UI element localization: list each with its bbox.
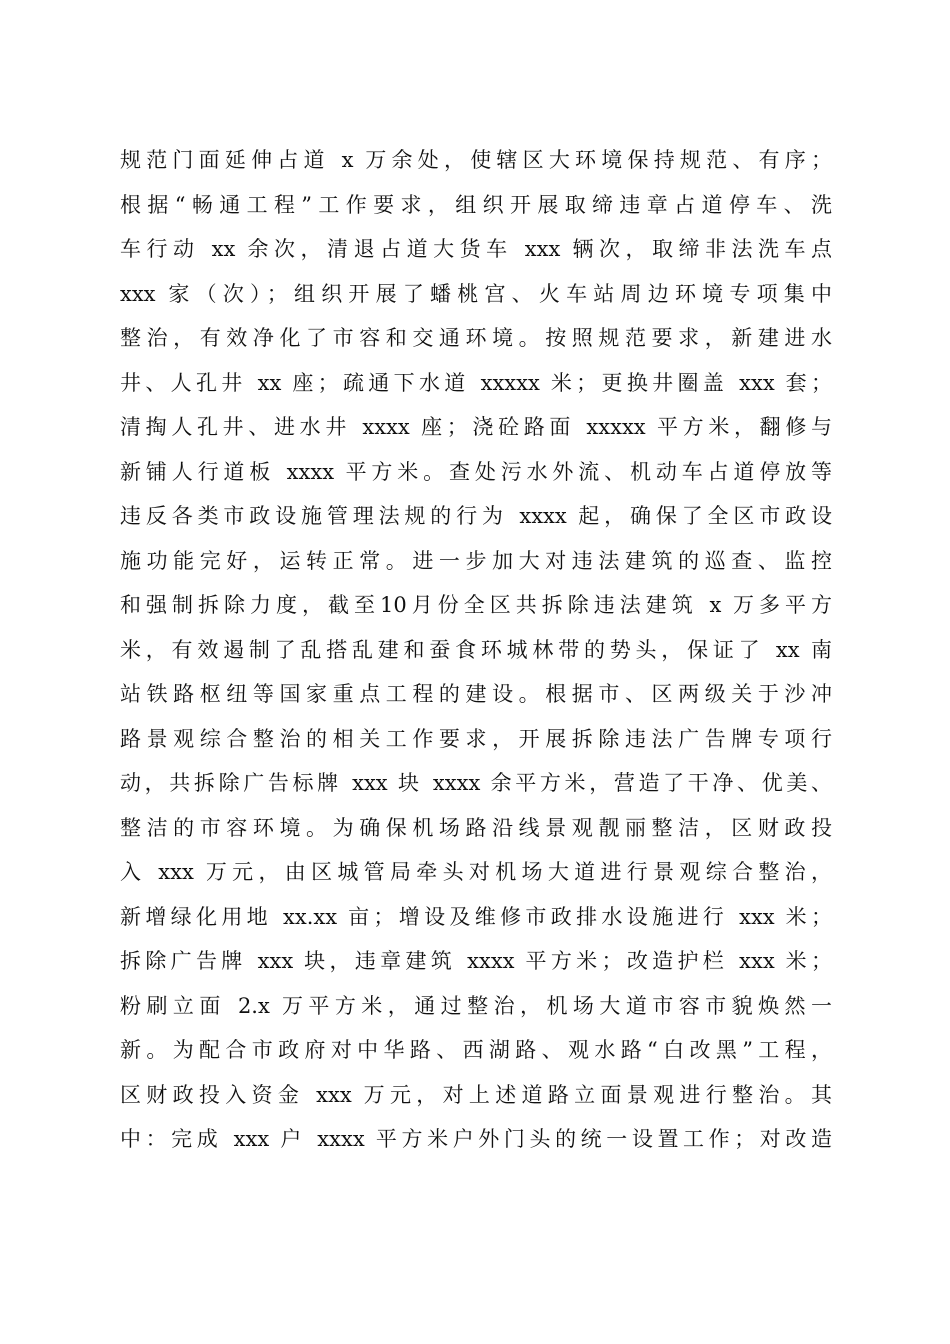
text-line: 新增绿化用地 xx.xx 亩；增设及维修市政排水设施进行 xxx 米； (120, 904, 832, 929)
text-line: 施功能完好，运转正常。进一步加大对违法建筑的巡查、监控 (120, 548, 832, 573)
text-line: xxx 家（次）；组织开展了蟠桃宫、火车站周边环境专项集中 (120, 281, 832, 306)
text-line: 站铁路枢纽等国家重点工程的建设。根据市、区两级关于沙冲 (120, 682, 832, 706)
text-line: 新铺人行道板 xxxx 平方米。查处污水外流、机动车占道停放等 (120, 459, 832, 484)
body-text (120, 138, 832, 1162)
text-line: 规范门面延伸占道 x 万余处，使辖区大环境保持规范、有序； (120, 148, 832, 172)
text-line: 入 xxx 万元，由区城管局牵头对机场大道进行景观综合整治， (120, 860, 832, 884)
text-line: 拆除广告牌 xxx 块，违章建筑 xxxx 平方米；改造护栏 xxx 米； (120, 949, 832, 973)
text-line: 路景观综合整治的相关工作要求，开展拆除违法广告牌专项行 (120, 726, 832, 751)
text-line: 中：完成 xxx 户 xxxx 平方米户外门头的统一设置工作；对改造 (120, 1127, 832, 1151)
text-line: 区财政投入资金 xxx 万元，对上述道路立面景观进行整治。其 (120, 1082, 832, 1107)
text-line: 车行动 xx 余次，清退占道大货车 xxx 辆次，取缔非法洗车点 (120, 237, 832, 261)
text-line: 整洁的市容环境。为确保机场路沿线景观靓丽整洁，区财政投 (120, 815, 832, 840)
text-line: 整治，有效净化了市容和交通环境。按照规范要求，新建进水 (120, 326, 832, 350)
text-line: 粉刷立面 2.x 万平方米，通过整治，机场大道市容市貌焕然一 (120, 993, 832, 1018)
text-line: 动，共拆除广告标牌 xxx 块 xxxx 余平方米，营造了干净、优美、 (120, 771, 832, 795)
text-line: 和强制拆除力度，截至10月份全区共拆除违法建筑 x 万多平方 (120, 593, 832, 617)
text-line: 井、人孔井 xx 座；疏通下水道 xxxxx 米；更换井圈盖 xxx 套； (120, 370, 832, 395)
text-line: 新。为配合市政府对中华路、西湖路、观水路“白改黑”工程， (120, 1038, 832, 1062)
text-line: 根据“畅通工程”工作要求，组织开展取缔违章占道停车、洗 (120, 192, 832, 217)
text-line: 违反各类市政设施管理法规的行为 xxxx 起，确保了全区市政设 (120, 504, 832, 528)
text-line: 米，有效遏制了乱搭乱建和蚕食环城林带的势头，保证了 xx 南 (120, 637, 832, 662)
text-line: 清掏人孔井、进水井 xxxx 座；浇砼路面 xxxxx 平方米，翻修与 (120, 415, 832, 439)
